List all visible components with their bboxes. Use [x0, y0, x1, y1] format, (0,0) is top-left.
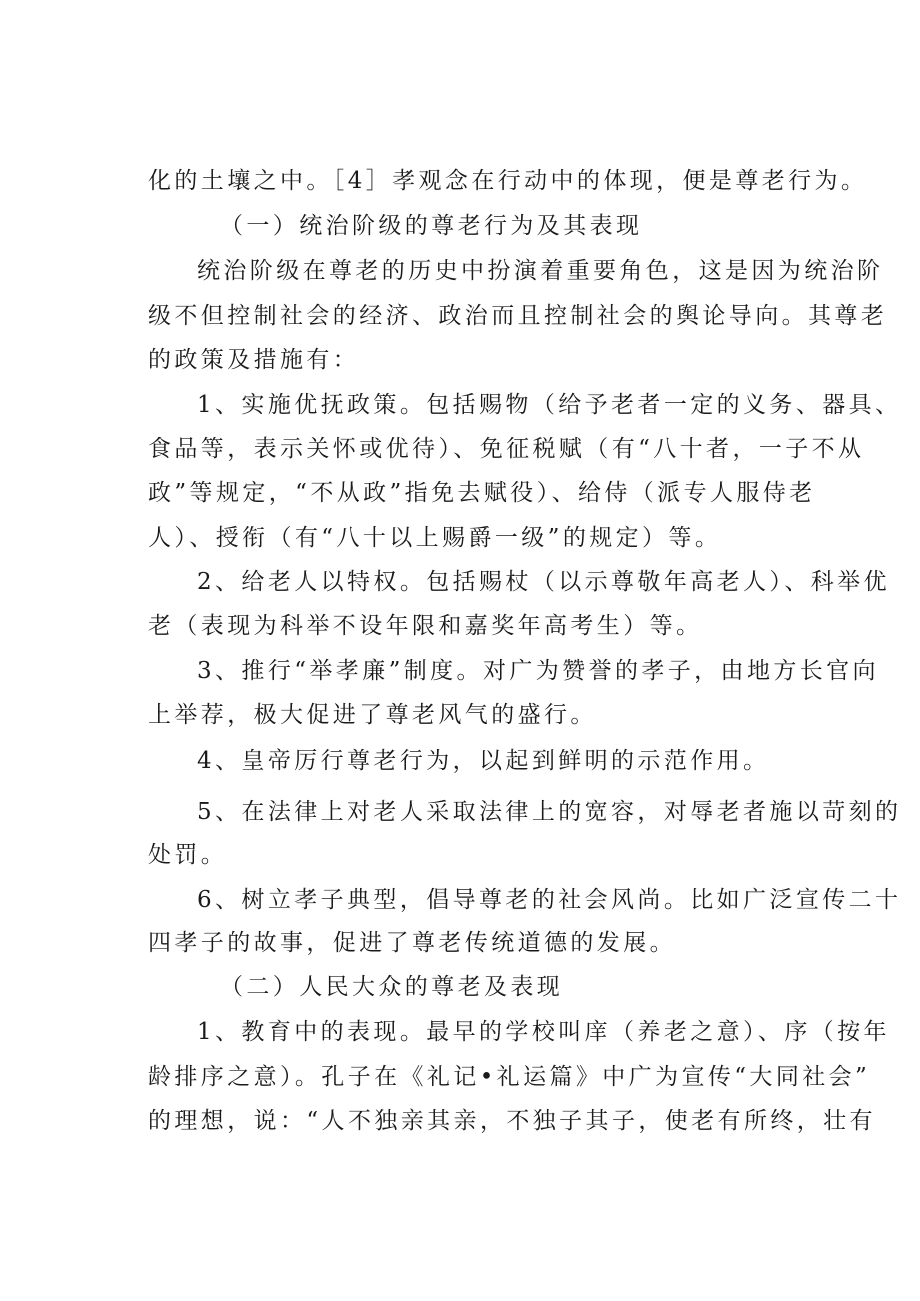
text-line: 统治阶级在尊老的历史中扮演着重要角色，这是因为统治阶	[197, 258, 884, 284]
text-line: 人）、授衔（有“八十以上赐爵一级”的规定）等。	[148, 525, 722, 551]
text-line: 1、教育中的表现。最早的学校叫庠（养老之意）、序（按年	[197, 1019, 890, 1045]
section-heading: （一）统治阶级的尊老行为及其表现	[220, 213, 643, 239]
text-line: 的理想，说：“人不独亲其亲，不独子其子，使老有所终，壮有	[148, 1108, 876, 1134]
text-line: 4、皇帝厉行尊老行为，以起到鲜明的示范作用。	[197, 748, 770, 774]
text-line: 5、在法律上对老人采取法律上的宽容，对辱老者施以苛刻的	[197, 799, 902, 825]
text-line: 四孝子的故事，促进了尊老传统道德的发展。	[148, 930, 676, 956]
text-line: 的政策及措施有：	[148, 347, 360, 373]
section-heading: （二）人民大众的尊老及表现	[220, 974, 564, 1000]
text-line: 2、给老人以特权。包括赐杖（以示尊敬年高老人）、科举优	[197, 569, 890, 595]
text-line: 3、推行“举孝廉”制度。对广为赞誉的孝子，由地方长官向	[197, 658, 879, 684]
text-line: 老（表现为科举不设年限和嘉奖年高考生）等。	[148, 613, 703, 639]
text-line: 龄排序之意）。孔子在《礼记•礼运篇》中广为宣传“大同社会”	[148, 1064, 871, 1090]
text-line: 6、树立孝子典型，倡导尊老的社会风尚。比如广泛宣传二十	[197, 887, 902, 913]
text-line: 处罚。	[148, 842, 228, 868]
text-line: 1、实施优抚政策。包括赐物（给予老者一定的义务、器具、	[197, 392, 902, 418]
text-line: 食品等，表示关怀或优待）、免征税赋（有“八十者，一子不从	[148, 436, 865, 462]
text-line: 政”等规定，“不从政”指免去赋役）、给侍（派专人服侍老	[148, 480, 816, 506]
text-line: 化的土壤之中。［4］孝观念在行动中的体现，便是尊老行为。	[148, 168, 868, 194]
text-line: 上举荐，极大促进了尊老风气的盛行。	[148, 702, 597, 728]
text-line: 级不但控制社会的经济、政治而且控制社会的舆论导向。其尊老	[148, 303, 888, 329]
